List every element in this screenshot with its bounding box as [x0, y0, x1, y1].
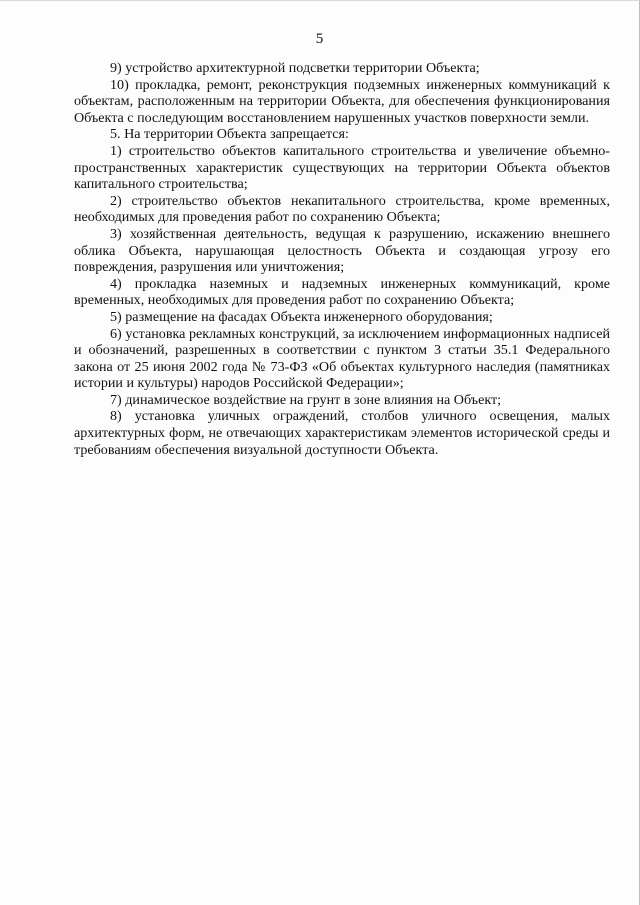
section-heading-5: 5. На территории Объекта запрещается: — [110, 126, 349, 143]
paragraph-item-10: 10) прокладка, ремонт, реконструкция подземных инженерных коммуникаций к объектам, расположенным на территории Объекта, для обеспечения функционирования Объекта с последующим восстановлением нарушенных участков поверхности земли. — [74, 76, 610, 126]
paragraph-item-9: 9) устройство архитектурной подсветки территории Объекта; — [110, 60, 480, 76]
paragraph-prohibition-6: 6) установка рекламных конструкций, за исключением информационных надписей и обозначений, разрешенных в соответствии с пунктом 3 статьи 35.1 Федерального закона от 25 июня 2002 года № 73-ФЗ «Об объектах культурного наследия (памятниках истории и культуры) народов Российской Федерации»; — [74, 325, 610, 392]
document-body — [74, 60, 610, 458]
page-number: 5 — [315, 31, 324, 47]
paragraph-prohibition-1: 1) строительство объектов капитального строительства и увеличение объемно-пространственных характеристик существующих на территории Объекта объектов капитального строительства; — [74, 142, 610, 193]
paragraph-prohibition-4: 4) прокладка наземных и надземных инженерных коммуникаций, кроме временных, необходимых для проведения работ по сохранению Объекта; — [74, 275, 610, 309]
paragraph-prohibition-2: 2) строительство объектов некапитального строительства, кроме временных, необходимых для проведения работ по сохранению Объекта; — [74, 192, 610, 226]
paragraph-prohibition-7: 7) динамическое воздействие на грунт в зоне влияния на Объект; — [110, 391, 502, 408]
paragraph-prohibition-5: 5) размещение на фасадах Объекта инженерного оборудования; — [110, 308, 493, 325]
paragraph-prohibition-8: 8) установка уличных ограждений, столбов уличного освещения, малых архитектурных форм, не отвечающих характеристикам элементов исторической среды и требованиям обеспечения визуальной доступности Объекта. — [74, 408, 610, 458]
paragraph-prohibition-3: 3) хозяйственная деятельность, ведущая к разрушению, искажению внешнего облика Объекта, нарушающая целостность Объекта и создающая угрозу его повреждения, разрушения или уничтожения; — [74, 225, 610, 276]
